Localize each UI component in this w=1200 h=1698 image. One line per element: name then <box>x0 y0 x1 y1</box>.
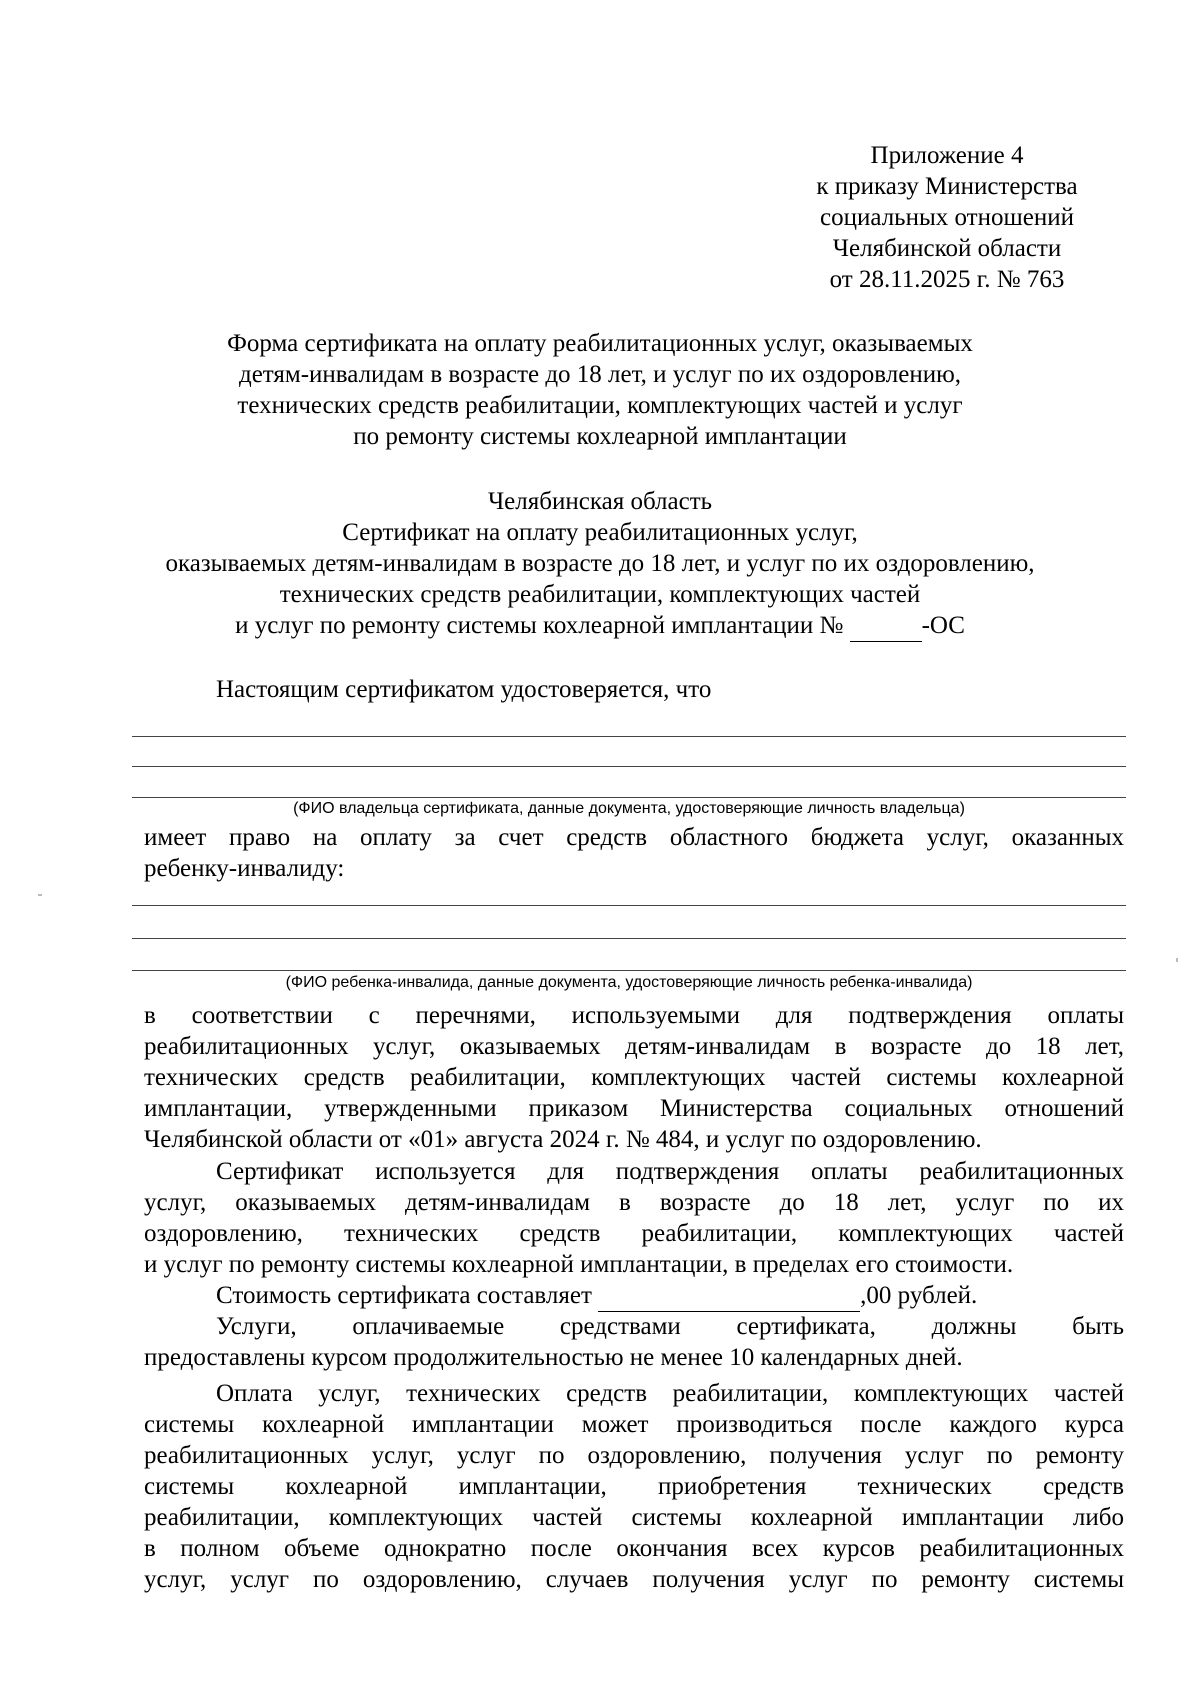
usage-paragraph <box>144 1156 1124 1280</box>
paragraph-line: Челябинской области от «01» августа 2024 г. № 484, и услуг по оздоровлению. <box>144 1126 982 1153</box>
appendix-line: Приложение 4 <box>870 142 1024 169</box>
certificate-heading <box>120 486 1080 642</box>
paragraph-line: имплантации, утвержденными приказом Министерства социальных отношений <box>144 1095 1124 1122</box>
intro-block <box>144 674 1124 705</box>
cost-suffix: ,00 рублей. <box>860 1282 978 1309</box>
appendix-block <box>772 140 1122 295</box>
right-line: ребенку-инвалиду: <box>144 855 345 882</box>
paragraph-line: Услуги, оплачиваемые средствами сертификата, должны быть <box>216 1313 1124 1340</box>
certificate-title-line: Сертификат на оплату реабилитационных услуг, <box>342 519 858 546</box>
certificate-title-line: технических средств реабилитации, комплектующих частей <box>279 581 921 608</box>
intro-text: Настоящим сертификатом удостоверяется, что <box>216 676 712 703</box>
paragraph-line: системы кохлеарной имплантации, приобретения технических средств <box>144 1473 1124 1500</box>
paragraph-line: оздоровлению, технических средств реабилитации, комплектующих частей <box>144 1220 1124 1247</box>
form-title-line: по ремонту системы кохлеарной имплантации <box>353 423 847 450</box>
certificate-number-suffix: -ОС <box>921 612 965 639</box>
child-line-2[interactable] <box>132 938 1126 939</box>
holder-line-3[interactable] <box>132 797 1126 798</box>
holder-line-2[interactable] <box>132 766 1126 767</box>
paragraph-line: Оплата услуг, технических средств реабилитации, комплектующих частей <box>216 1380 1124 1407</box>
scan-speck <box>38 894 42 896</box>
appendix-line: Челябинской области <box>832 235 1062 262</box>
appendix-line: к приказу Министерства <box>816 173 1078 200</box>
paragraph-line: услуг, услуг по оздоровлению, случаев получения услуг по ремонту системы <box>144 1566 1124 1593</box>
appendix-line: социальных отношений <box>820 204 1074 231</box>
paragraph-line: услуг, оказываемых детям-инвалидам в возрасте до 18 лет, услуг по их <box>144 1189 1124 1216</box>
paragraph-line: реабилитации, комплектующих частей системы кохлеарной имплантации либо <box>144 1504 1124 1531</box>
paragraph-line: реабилитационных услуг, услуг по оздоровлению, получения услуг по ремонту <box>144 1442 1124 1469</box>
certificate-title-line <box>120 610 1080 642</box>
appendix-line: от 28.11.2025 г. № 763 <box>829 266 1065 293</box>
paragraph-line: реабилитационных услуг, оказываемых детям-инвалидам в возрасте до 18 лет, <box>144 1033 1124 1060</box>
region-name: Челябинская область <box>487 488 713 515</box>
duration-paragraph <box>144 1311 1124 1373</box>
paragraph-line: предоставлены курсом продолжительностью не менее 10 календарных дней. <box>144 1344 963 1371</box>
cost-amount-blank[interactable] <box>598 1280 860 1312</box>
form-title-line: технических средств реабилитации, комплектующих частей и услуг <box>237 392 963 419</box>
paragraph-line: в полном объеме однократно после окончания всех курсов реабилитационных <box>144 1535 1124 1562</box>
form-title-line: Форма сертификата на оплату реабилитационных услуг, оказываемых <box>227 330 973 357</box>
paragraph-line: и услуг по ремонту системы кохлеарной имплантации, в пределах его стоимости. <box>144 1251 1014 1278</box>
cost-line <box>144 1280 1124 1312</box>
child-line-1[interactable] <box>132 905 1126 906</box>
paragraph-line: в соответствии с перечнями, используемыми для подтверждения оплаты <box>144 1002 1124 1029</box>
form-title <box>140 328 1060 452</box>
holder-caption: (ФИО владельца сертификата, данные документа, удостоверяющие личность владельца) <box>293 800 965 817</box>
cost-prefix: Стоимость сертификата составляет <box>216 1282 592 1309</box>
paragraph-line: технических средств реабилитации, комплектующих частей системы кохлеарной <box>144 1064 1124 1091</box>
payment-paragraph <box>144 1378 1124 1595</box>
form-title-line: детям-инвалидам в возрасте до 18 лет, и услуг по их оздоровлению, <box>238 361 962 388</box>
certificate-number-prefix: и услуг по ремонту системы кохлеарной имплантации № <box>235 612 844 639</box>
scan-speck <box>1176 958 1178 962</box>
lists-paragraph <box>144 1000 1124 1155</box>
child-line-3[interactable] <box>132 970 1126 971</box>
certificate-title-line: оказываемых детям-инвалидам в возрасте до 18 лет, и услуг по их оздоровлению, <box>165 550 1035 577</box>
certificate-number-blank[interactable] <box>850 610 922 642</box>
holder-line-1[interactable] <box>132 736 1126 737</box>
paragraph-line: Сертификат используется для подтверждения оплаты реабилитационных <box>216 1158 1124 1185</box>
paragraph-line: системы кохлеарной имплантации может производиться после каждого курса <box>144 1411 1124 1438</box>
right-line: имеет право на оплату за счет средств областного бюджета услуг, оказанных <box>144 824 1124 851</box>
child-caption: (ФИО ребенка-инвалида, данные документа, удостоверяющие личность ребенка-инвалида) <box>285 974 973 991</box>
right-statement <box>144 822 1124 884</box>
